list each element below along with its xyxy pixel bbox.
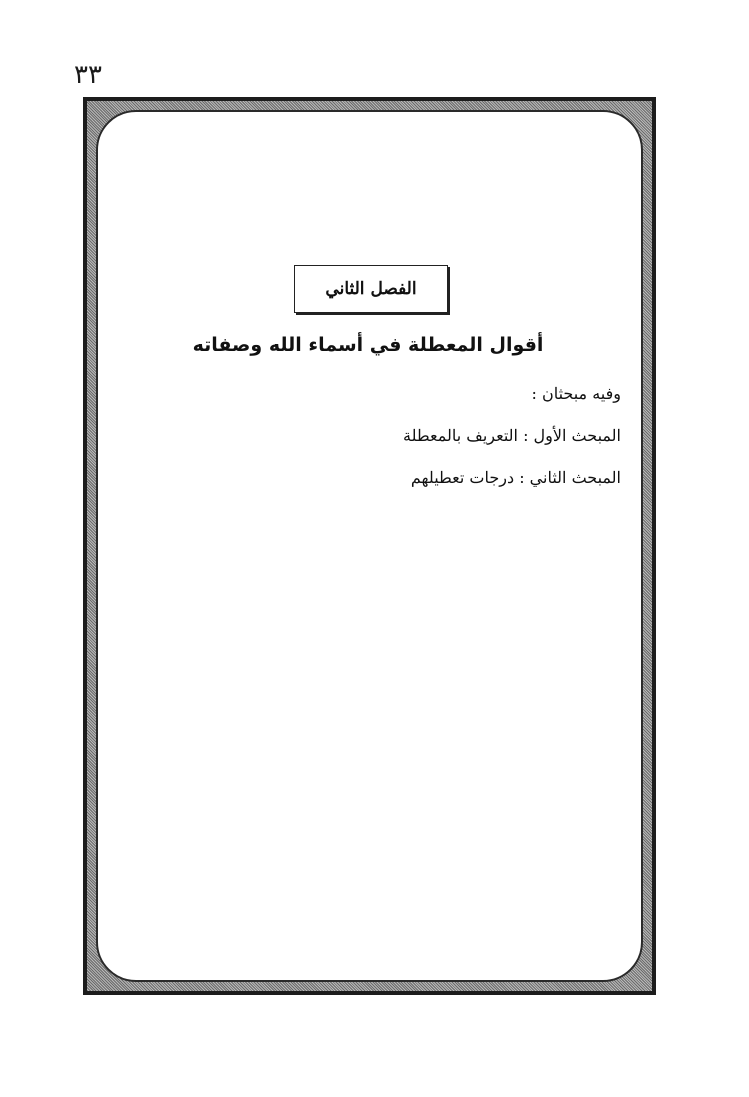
page-number: ٣٣ <box>74 60 102 90</box>
section-one: المبحث الأول : التعريف بالمعطلة <box>403 426 621 445</box>
chapter-heading-box <box>294 265 448 313</box>
ornamental-frame <box>83 97 656 995</box>
chapter-heading: الفصل الثاني <box>325 279 417 299</box>
page-content <box>98 112 641 980</box>
section-two: المبحث الثاني : درجات تعطيلهم <box>410 468 621 487</box>
sections-intro: وفيه مبحثان : <box>531 384 621 403</box>
chapter-title: أقوال المعطلة في أسماء الله وصفاته <box>192 334 544 356</box>
frame-inner-panel <box>96 110 643 982</box>
